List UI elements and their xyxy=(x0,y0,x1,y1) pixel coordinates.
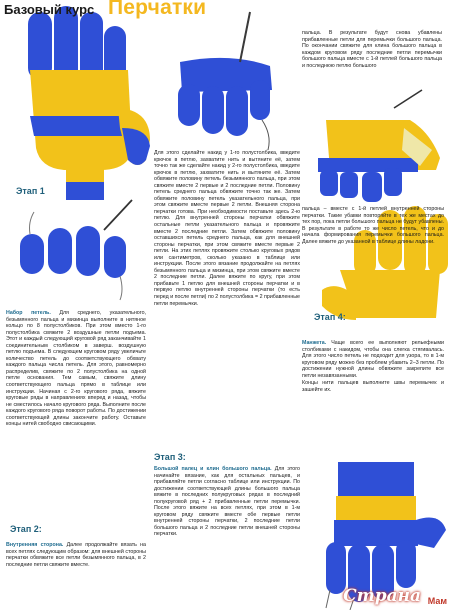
col3-p2-body: пальца – вместе с 1-й петлей внутренней стороны перчатки. Такие убавки повторяйте в тех же местах до тех пор, пока петли большого пальца не будут убавлены. В результате в работе то же число петель, что и до начала формирования перемычки большого пальца. Далее вяжите до указанной в таблице длины ладони. xyxy=(302,206,444,245)
glove-photo-2 xyxy=(154,12,284,150)
column-2-text-2 xyxy=(154,466,300,539)
col1-p1-lead: Набор петель. xyxy=(6,310,51,316)
col3-p1-body: пальца. В результате будут снова убавлены прибавленные петли для перемычки большого пальца. По окончании свяжите для клина большого пальца в каждом круговом ряду последние петли перемычки большого пальца вместе с 1-й петлей большого пальца и последнюю петлю большого xyxy=(302,30,442,69)
glove-photo-4 xyxy=(20,200,132,300)
col2-p2-lead: Большой палец и клин большого пальца. xyxy=(154,466,272,472)
column-3-text xyxy=(302,30,442,70)
watermark-suffix: Мам xyxy=(427,596,447,606)
stage-2-heading: Этап 2: xyxy=(10,524,42,534)
col2-p2-body: Для этого начинайте вязание, как для остальных пальцев, и прибавляйте петли согласно таблице или инструкции. По достижении соответствующей длины большого пальца вяжите в последних полукруговых рядах в последний полукруговой ряд + 2 прибавленные петли перемычки. После этого вяжите на всех петлях, при этом в 1-м круговом ряду свяжите вместе обе первые петли внутренней стороны перчатки, 2 последние петли большого пальца и 2 последние петли внешней стороны перчатки. xyxy=(154,466,300,538)
column-1-text xyxy=(6,310,146,429)
column-1-text-2 xyxy=(6,542,146,569)
col1-p2-body: Далее продолжайте вязать на всех петлях следующим образом: для внешней стороны перчатки обвяжите все петли безымянного пальца, в 2 последние петли свяжите вместе. xyxy=(6,542,146,568)
col3-p3-body: Чаще всего ее выполняют рельефными столбиками с накидом, чтобы она слегка стягивалась. Для этого число петель не подходит для узора, то в 1-м круговом ряду можно без проблем убавить 2–3 петли. По достижении нужной длины обвяжите закрепите все петли незавязанными. xyxy=(302,340,444,379)
glove-photo-1 xyxy=(28,6,150,200)
page-title: Перчатки xyxy=(108,0,207,19)
stage-4-heading: Этап 4: xyxy=(314,312,346,322)
watermark-logo: Страна xyxy=(343,586,421,606)
column-2-text xyxy=(154,150,300,308)
glove-photo-3 xyxy=(318,90,440,202)
col3-p4-body: Концы нити пальцев выполните швы перемычек и зашейте их. xyxy=(302,380,444,393)
stage-3-heading: Этап 3: xyxy=(154,452,186,462)
stage-1-heading: Этап 1 xyxy=(16,186,45,196)
column-3-text-3 xyxy=(302,340,444,394)
col1-p1-body: Для среднего, указательного, безымянного пальца и мизинца выполните в нитяное кольцо по 8 полустолбиков. При этом вместо 1-го полустолбика свяжите 2 воздушные петли подъема. Этот и каждый следующий круговой ряд заканчивайте 1 соединительным столбиком в заверш. воздушную петлю подъема. В следующем круговом ряду увеличьте количество петель до соответствующего обхвату каждого пальца числа петель. Для этого, равномерно распределив, свяжите по 2 полустолбика на одной петле основания. Тем самым, свяжите длину соответствующего пальца прямо в таблице или инструкции. Начиная с 2-го кругового ряда, вяжите круговые ряды в направлениях вперед и назад, чтобы не сместилось начало кругового ряда. Выполните после каждого кругового ряда поворот работы. По достижении соответствующей длины закончите работу. Оставьте концы нитей свободно свисающими. xyxy=(6,310,146,428)
col3-p3-lead: Манжета. xyxy=(302,340,327,346)
column-3-text-2 xyxy=(302,206,444,246)
col2-p1-body: Для этого сделайте накид у 1-го полустолбика, введите крючок в петлю, захватите нить и вытяните её, затем точно так же сделайте накид у 2-го полустолбика, введите крючок в петлю, захватите нить и вытяните её. Затем обвяжите половину петель безымянного пальца, при этом свяжите вместе 2 первые и 2 последние петли. Половину петель среднего пальца обвяжите точно так же. Затем обвяжите половину петель указательного пальца, при этом свяжите вместе первые 2 петли. Внешняя сторона перчатки готова. При необходимости поставьте здесь 2-ю петлю. Для внутренней стороны перчатки обвяжите остальные петли указательного пальца и провяжите вместе 2 последние петли. Затем обвяжите половину оставшихся петель среднего пальца, как для внешней стороны перчатки, при этом свяжите вместе первые 2 петли. На этих петлях провяжите столько круговых рядов или сантиметров, сколько указано в таблице или инструкции. После этого вязание продолжайте на петлях безымянного пальца и мизинца, при этом свяжите вместе 2 последние петли. Далее вяжите по кругу, при этом прибавьте 1 петлю для внешней стороны перчатки и в первую петлю внутренней стороны перчатки (то есть перед и после петли) по 2 полустолбика = 2 прибавленные петли перемычки. xyxy=(154,150,300,307)
course-label: Базовый курс xyxy=(4,2,95,17)
col1-p2-lead: Внутренняя сторона. xyxy=(6,542,64,548)
